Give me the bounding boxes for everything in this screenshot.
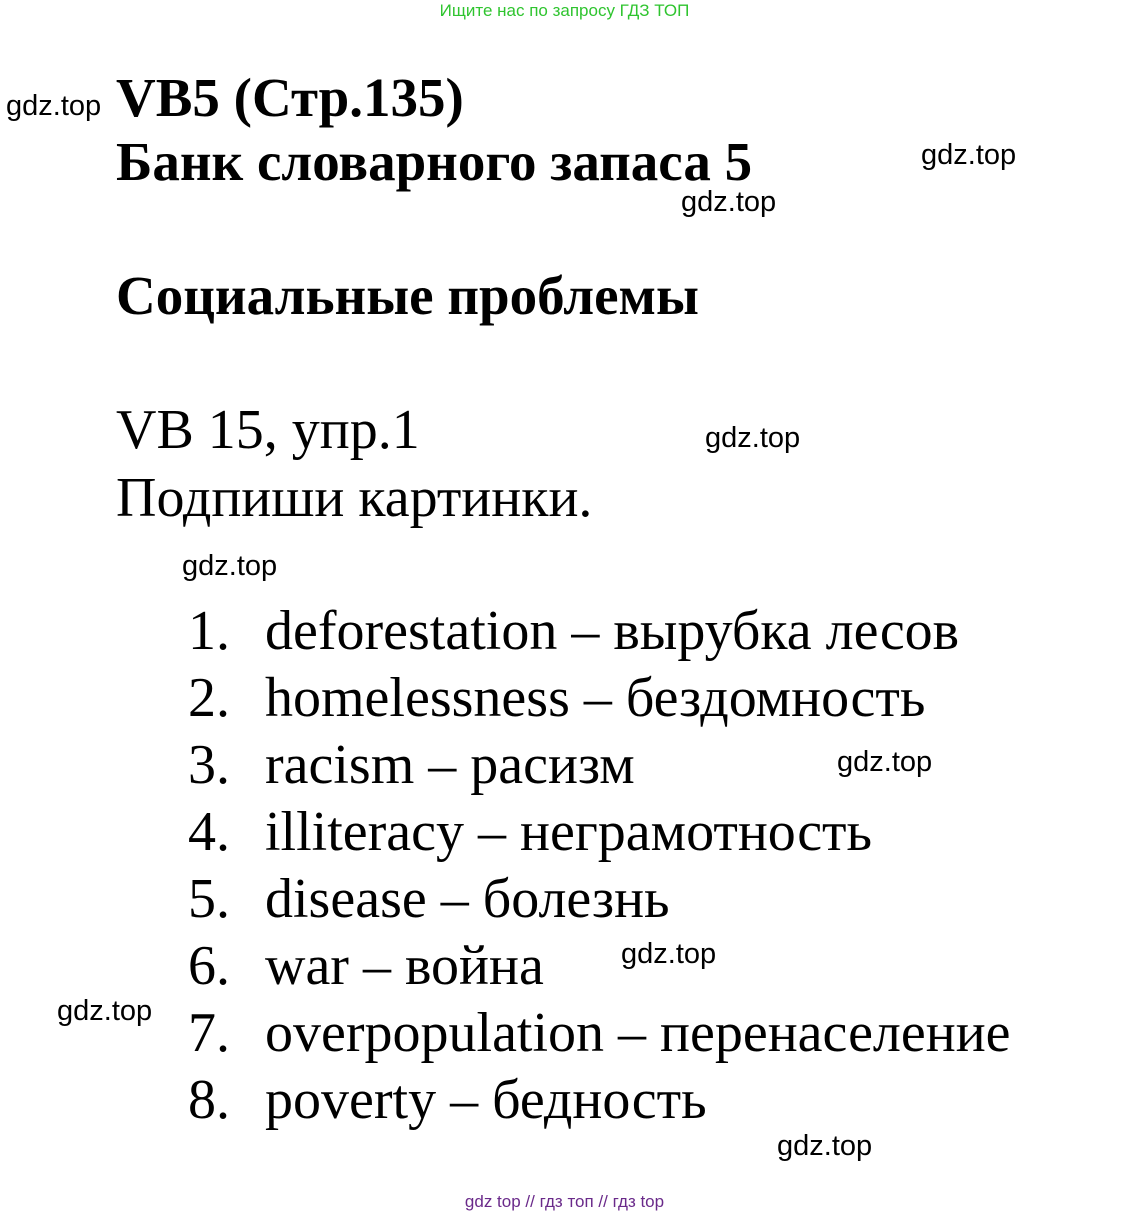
list-item (188, 801, 1011, 871)
list-item-number: 4. (188, 801, 230, 863)
list-item (188, 600, 1011, 670)
list-item-text: war – война (265, 935, 544, 997)
watermark: gdz.top (837, 746, 933, 778)
list-item-text: overpopulation – перенаселение (265, 1002, 1011, 1064)
watermark: gdz.top (681, 186, 777, 218)
watermark: gdz.top (777, 1130, 873, 1162)
watermark: gdz.top (705, 422, 801, 454)
list-item-number: 1. (188, 600, 230, 662)
watermark: gdz.top (621, 938, 717, 970)
list-item (188, 935, 1011, 1005)
exercise-instruction: Подпиши картинки. (116, 467, 593, 529)
section-title: Социальные проблемы (116, 265, 699, 326)
list-item (188, 667, 1011, 737)
exercise-label: VB 15, упр.1 (116, 399, 420, 461)
list-item (188, 868, 1011, 938)
page-title: VB5 (Стр.135) (116, 67, 464, 128)
page-subtitle: Банк словарного запаса 5 (116, 131, 753, 192)
answer-list (188, 600, 1011, 1139)
footer-banner[interactable]: gdz top // гдз топ // гдз top (464, 1192, 665, 1211)
list-item (188, 1069, 1011, 1139)
list-item-text: racism – расизм (265, 734, 635, 796)
top-banner[interactable]: Ищите нас по запросу ГДЗ ТОП (439, 1, 690, 20)
list-item-number: 8. (188, 1069, 230, 1131)
watermark: gdz.top (182, 550, 278, 582)
list-item-number: 3. (188, 734, 230, 796)
watermark: gdz.top (921, 139, 1017, 171)
list-item-text: illiteracy – неграмотность (265, 801, 873, 863)
list-item-text: deforestation – вырубка лесов (265, 600, 960, 662)
list-item-text: poverty – бедность (265, 1069, 707, 1131)
list-item-text: homelessness – бездомность (265, 667, 926, 729)
list-item-text: disease – болезнь (265, 868, 670, 930)
watermark: gdz.top (57, 995, 153, 1027)
list-item (188, 1002, 1011, 1072)
list-item-number: 2. (188, 667, 230, 729)
watermark: gdz.top (6, 90, 102, 122)
list-item-number: 6. (188, 935, 230, 997)
list-item-number: 7. (188, 1002, 230, 1064)
list-item-number: 5. (188, 868, 230, 930)
